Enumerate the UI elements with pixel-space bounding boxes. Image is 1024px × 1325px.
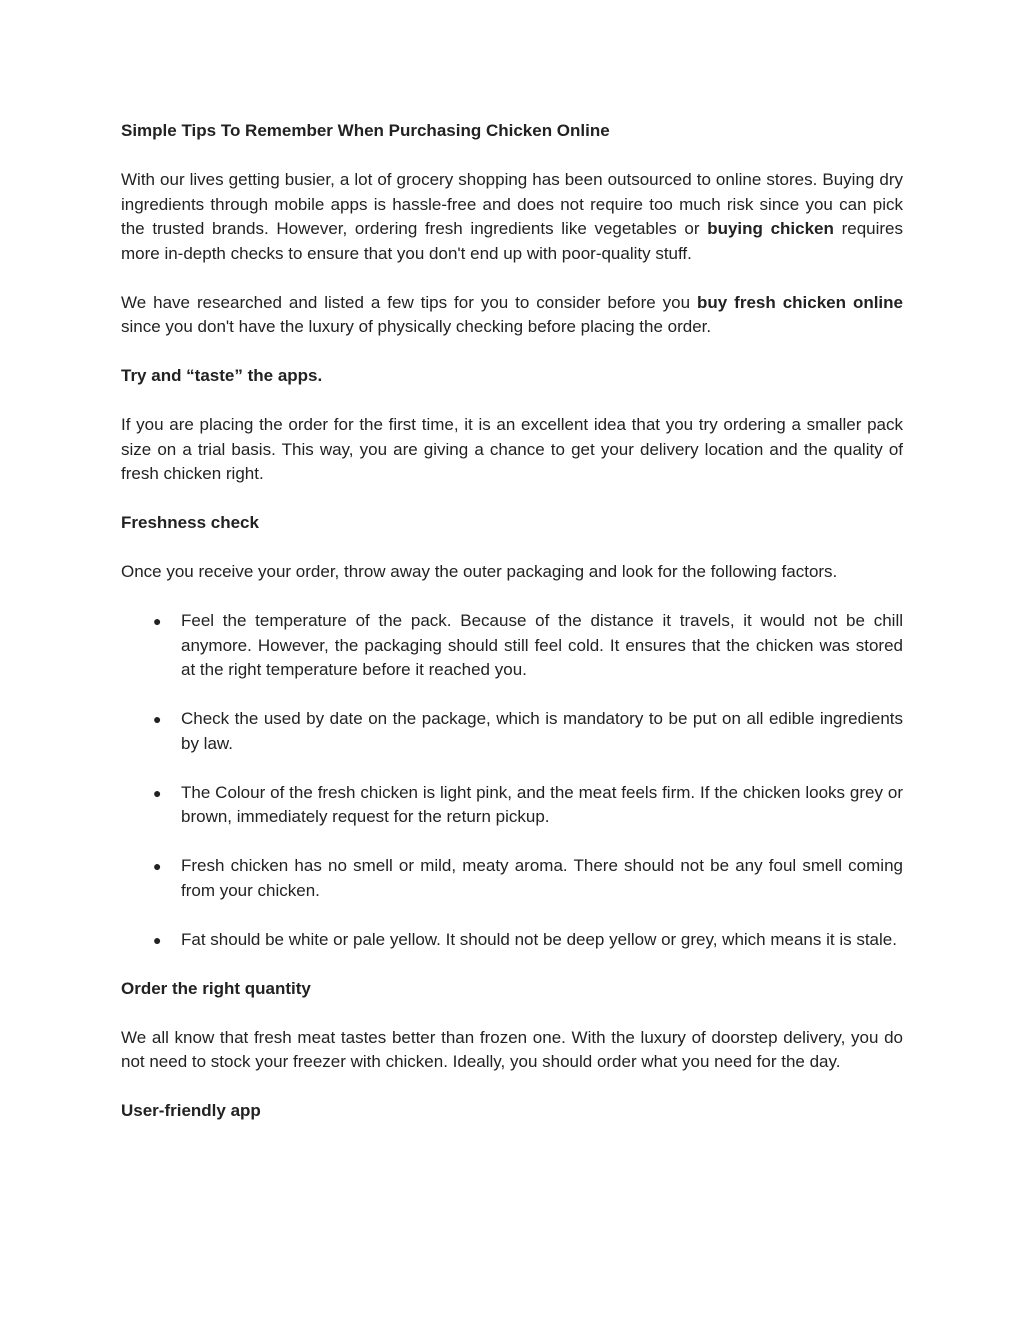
document-title: Simple Tips To Remember When Purchasing Chicken Online: [121, 121, 610, 140]
list-item: [121, 928, 903, 953]
bullet-icon: ●: [153, 711, 162, 727]
bullet-icon: ●: [153, 931, 162, 948]
freshness-heading: Freshness check: [121, 513, 259, 532]
list-item: [121, 854, 903, 903]
bullet-icon: ●: [153, 784, 162, 801]
freshness-factors-list: [121, 609, 903, 952]
intro-text-start: With our lives getting busier, a lot of grocery shopping has been outsourced to online stores. Buying dry ingredients through mobile apps is hassle-free and does not require too much risk since you can pick the trusted brands. However, ordering fresh ingredients like vegetables or: [121, 170, 903, 238]
taste-heading: Try and “taste” the apps.: [121, 366, 323, 385]
taste-paragraph: If you are placing the order for the first time, it is an excellent idea that you try ordering a smaller pack size on a trial basis. This way, you are giving a chance to get your delivery location and the quality of fresh chicken right.: [121, 415, 903, 483]
bullet-icon: ●: [153, 858, 162, 874]
freshness-paragraph: Once you receive your order, throw away the outer packaging and look for the following factors.: [121, 562, 838, 581]
list-item-text: The Colour of the fresh chicken is light pink, and the meat feels firm. If the chicken looks grey or brown, immediately request for the return pickup.: [181, 782, 903, 826]
list-item: [121, 609, 903, 683]
buy-fresh-chicken-bold: buy fresh chicken online: [697, 292, 903, 312]
list-item-text: Fat should be white or pale yellow. It should not be deep yellow or grey, which means it is stale.: [181, 929, 897, 949]
research-text-start: We have researched and listed a few tips for you to consider before you: [121, 292, 698, 312]
list-item: [121, 781, 903, 830]
research-text-end: since you don't have the luxury of physically checking before placing the order.: [121, 317, 712, 336]
document-page: [121, 119, 903, 1148]
quantity-heading: Order the right quantity: [121, 978, 311, 998]
list-item-text: Feel the temperature of the pack. Because of the distance it travels, it would not be chill anymore. However, the packaging should still feel cold. It ensures that the chicken was stored at the right temperature before it reached you.: [181, 611, 903, 679]
buying-chicken-bold: buying chicken: [707, 219, 834, 238]
research-paragraph: [121, 291, 903, 340]
intro-paragraph: [121, 168, 903, 266]
list-item-text: Check the used by date on the package, which is mandatory to be put on all edible ingredients by law.: [181, 709, 903, 753]
intro-text-end: requires more in-depth checks to ensure that you don't end up with poor-quality stuff.: [121, 219, 904, 263]
bullet-icon: ●: [153, 613, 162, 629]
list-item: [121, 707, 903, 756]
app-heading: User-friendly app: [121, 1101, 261, 1120]
list-item-text: Fresh chicken has no smell or mild, meaty aroma. There should not be any foul smell coming from your chicken.: [181, 856, 903, 900]
quantity-paragraph: We all know that fresh meat tastes better than frozen one. With the luxury of doorstep delivery, you do not need to stock your freezer with chicken. Ideally, you should order what you need for the day.: [121, 1027, 903, 1071]
